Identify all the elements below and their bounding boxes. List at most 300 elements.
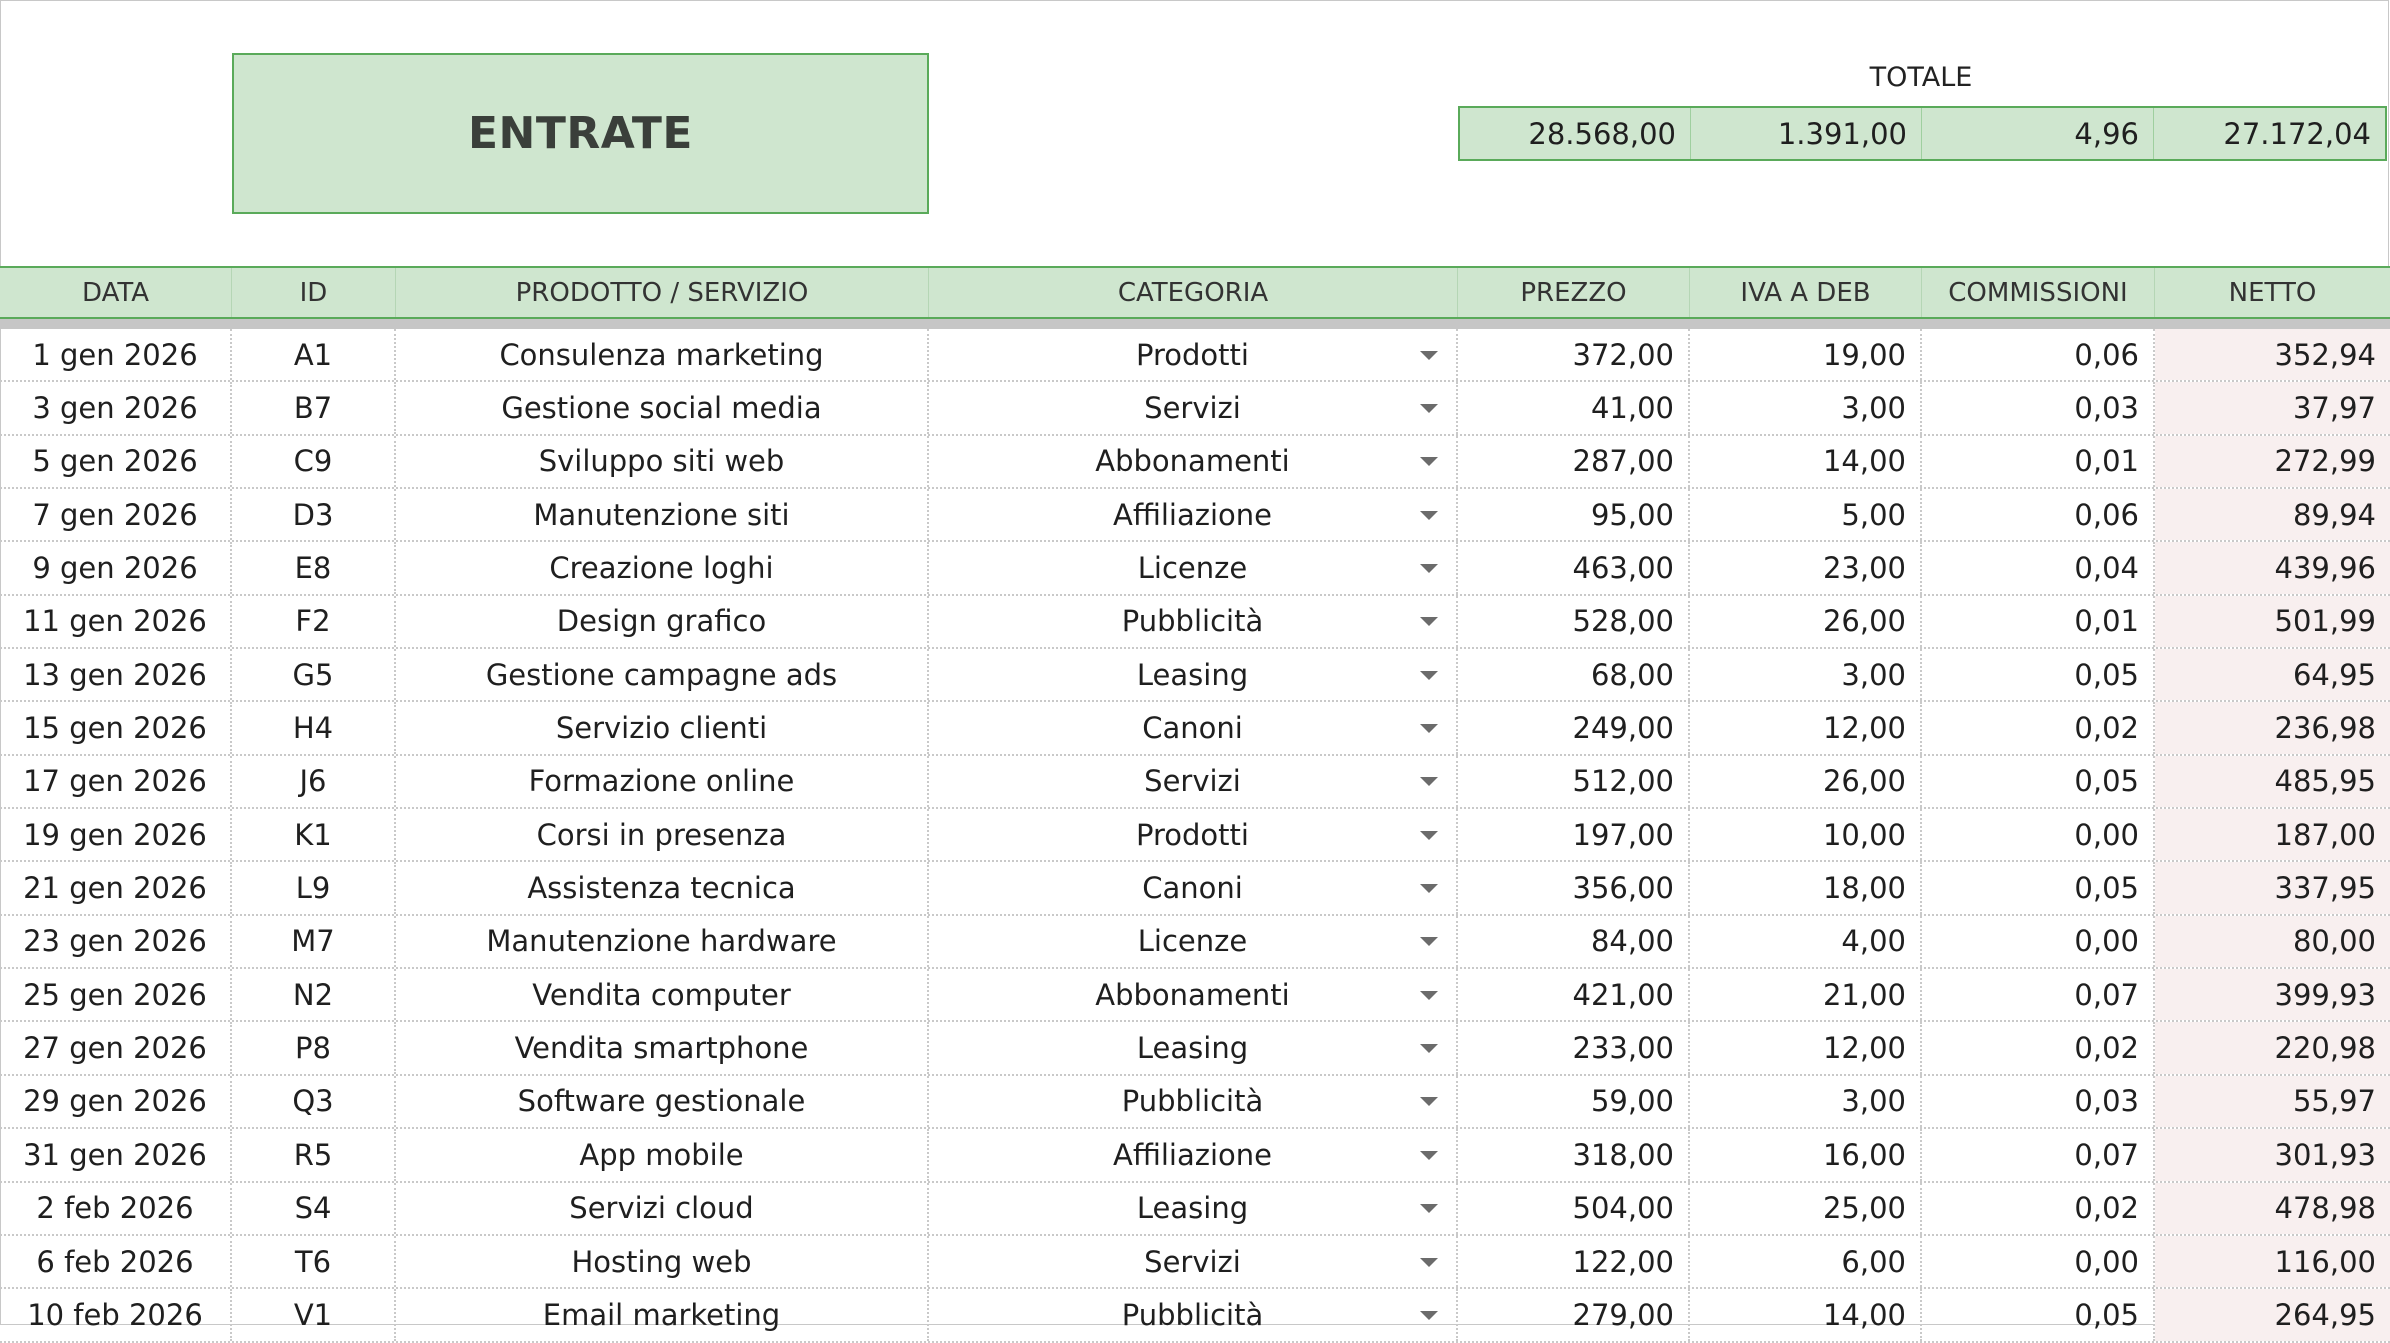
cell-netto[interactable] [2155,862,2390,913]
header-id[interactable]: ID [232,268,396,317]
cell-netto[interactable] [2155,809,2390,860]
cell-prezzo-text: 287,00 [1572,444,1674,479]
dropdown-arrow-icon[interactable] [1420,564,1438,573]
cell-id-text: V1 [293,1297,333,1332]
cell-commissioni-text: 0,07 [2074,977,2139,1012]
cell-prodotto-text: Consulenza marketing [499,337,824,372]
dropdown-arrow-icon[interactable] [1420,511,1438,520]
dropdown-arrow-icon[interactable] [1420,1044,1438,1053]
cell-categoria[interactable] [929,1022,1458,1073]
cell-commissioni-text: 0,05 [2074,657,2139,692]
cell-netto[interactable] [2155,382,2390,433]
cell-netto[interactable] [2155,969,2390,1020]
cell-commissioni-text: 0,04 [2074,551,2139,586]
cell-commissioni-text: 0,03 [2074,391,2139,426]
cell-categoria[interactable] [929,809,1458,860]
cell-prodotto-text: Creazione loghi [549,551,774,586]
cell-categoria-text: Servizi [1144,391,1241,426]
cell-id[interactable] [232,1076,396,1127]
cell-prodotto[interactable] [396,862,929,913]
cell-categoria[interactable] [929,702,1458,753]
cell-categoria[interactable] [929,329,1458,380]
cell-categoria[interactable] [929,1076,1458,1127]
cell-id-text: B7 [293,391,333,426]
table-row [0,489,2390,542]
cell-netto-text: 352,94 [2274,337,2376,372]
cell-data-text: 9 gen 2026 [32,551,198,586]
cell-commissioni-text: 0,01 [2074,604,2139,639]
cell-data[interactable] [0,756,232,807]
cell-prezzo-text: 463,00 [1572,551,1674,586]
cell-id[interactable] [232,596,396,647]
cell-prezzo[interactable] [1458,702,1690,753]
dropdown-arrow-icon[interactable] [1420,1097,1438,1106]
cell-prodotto[interactable] [396,1183,929,1234]
cell-prodotto[interactable] [396,809,929,860]
cell-categoria[interactable] [929,542,1458,593]
cell-iva[interactable] [1690,756,1922,807]
cell-prodotto[interactable] [396,1022,929,1073]
table-row [0,649,2390,702]
cell-data[interactable] [0,382,232,433]
cell-prezzo-text: 41,00 [1590,391,1674,426]
dropdown-arrow-icon[interactable] [1420,1151,1438,1160]
dropdown-arrow-icon[interactable] [1420,671,1438,680]
cell-data-text: 23 gen 2026 [23,924,207,959]
cell-data-text: 6 feb 2026 [36,1244,194,1279]
table-row [0,1183,2390,1236]
cell-commissioni-text: 0,01 [2074,444,2139,479]
cell-prezzo[interactable] [1458,862,1690,913]
cell-data[interactable] [0,862,232,913]
cell-data-text: 7 gen 2026 [32,497,198,532]
cell-iva[interactable] [1690,702,1922,753]
table-row [0,542,2390,595]
cell-id[interactable] [232,969,396,1020]
cell-data[interactable] [0,1022,232,1073]
cell-prezzo[interactable] [1458,436,1690,487]
cell-commissioni[interactable] [1922,1129,2155,1180]
cell-netto-text: 89,94 [2292,497,2376,532]
cell-prodotto[interactable] [396,649,929,700]
cell-prezzo-text: 421,00 [1572,977,1674,1012]
cell-data-text: 21 gen 2026 [23,871,207,906]
cell-id[interactable] [232,542,396,593]
cell-prodotto-text: Formazione online [528,764,795,799]
cell-netto[interactable] [2155,1022,2390,1073]
cell-netto[interactable] [2155,1289,2390,1340]
cell-commissioni[interactable] [1922,542,2155,593]
cell-netto[interactable] [2155,1076,2390,1127]
total-prezzo[interactable]: 28.568,00 [1460,108,1691,159]
cell-id-text: A1 [293,337,333,372]
cell-commissioni-text: 0,03 [2074,1084,2139,1119]
cell-netto[interactable] [2155,756,2390,807]
cell-prezzo[interactable] [1458,969,1690,1020]
cell-netto-text: 37,97 [2292,391,2376,426]
cell-netto[interactable] [2155,1236,2390,1287]
cell-netto-text: 272,99 [2274,444,2376,479]
cell-data-text: 17 gen 2026 [23,764,207,799]
cell-data[interactable] [0,489,232,540]
dropdown-arrow-icon[interactable] [1420,351,1438,360]
dropdown-arrow-icon[interactable] [1420,1258,1438,1267]
cell-commissioni[interactable] [1922,489,2155,540]
cell-id[interactable] [232,702,396,753]
cell-netto[interactable] [2155,649,2390,700]
cell-iva-text: 26,00 [1822,764,1906,799]
cell-id[interactable] [232,489,396,540]
cell-commissioni[interactable] [1922,756,2155,807]
header-commissioni[interactable]: COMMISSIONI [1922,268,2155,317]
cell-prodotto[interactable] [396,702,929,753]
cell-netto[interactable] [2155,489,2390,540]
cell-netto-text: 220,98 [2274,1031,2376,1066]
cell-id-text: L9 [295,871,331,906]
cell-iva-text: 21,00 [1822,977,1906,1012]
cell-data-text: 13 gen 2026 [23,657,207,692]
cell-id[interactable] [232,1183,396,1234]
cell-iva[interactable] [1690,596,1922,647]
cell-netto-text: 501,99 [2274,604,2376,639]
cell-prezzo[interactable] [1458,1076,1690,1127]
cell-commissioni[interactable] [1922,969,2155,1020]
cell-id[interactable] [232,649,396,700]
cell-data[interactable] [0,436,232,487]
cell-prodotto-text: Email marketing [542,1297,781,1332]
cell-prezzo-text: 233,00 [1572,1031,1674,1066]
cell-prezzo[interactable] [1458,1129,1690,1180]
cell-prezzo-text: 318,00 [1572,1137,1674,1172]
cell-categoria-text: Licenze [1137,551,1248,586]
cell-prezzo[interactable] [1458,649,1690,700]
dropdown-arrow-icon[interactable] [1420,457,1438,466]
cell-categoria[interactable] [929,969,1458,1020]
cell-prodotto[interactable] [396,596,929,647]
cell-netto[interactable] [2155,1129,2390,1180]
cell-data[interactable] [0,969,232,1020]
cell-netto-text: 478,98 [2274,1191,2376,1226]
cell-netto[interactable] [2155,596,2390,647]
cell-data-text: 31 gen 2026 [23,1137,207,1172]
cell-iva[interactable] [1690,1129,1922,1180]
cell-id[interactable] [232,436,396,487]
cell-netto-text: 236,98 [2274,711,2376,746]
cell-commissioni[interactable] [1922,596,2155,647]
cell-commissioni-text: 0,00 [2074,1244,2139,1279]
cell-categoria[interactable] [929,1236,1458,1287]
cell-categoria[interactable] [929,436,1458,487]
cell-categoria[interactable] [929,1289,1458,1340]
cell-data[interactable] [0,1129,232,1180]
cell-categoria-text: Pubblicità [1121,604,1264,639]
frozen-row-divider [0,319,2390,329]
cell-data-text: 5 gen 2026 [32,444,198,479]
cell-categoria-text: Abbonamenti [1095,977,1290,1012]
cell-netto[interactable] [2155,329,2390,380]
cell-iva[interactable] [1690,649,1922,700]
cell-commissioni[interactable] [1922,436,2155,487]
cell-iva[interactable] [1690,1236,1922,1287]
cell-id-text: S4 [294,1191,332,1226]
cell-id-text: R5 [293,1137,333,1172]
column-header-row [0,266,2390,319]
dropdown-arrow-icon[interactable] [1420,617,1438,626]
cell-data-text: 29 gen 2026 [23,1084,207,1119]
cell-id-text: K1 [294,817,332,852]
table-row [0,1076,2390,1129]
cell-prodotto-text: Manutenzione siti [533,497,790,532]
cell-data[interactable] [0,649,232,700]
cell-prodotto-text: Vendita smartphone [514,1031,809,1066]
cell-categoria[interactable] [929,862,1458,913]
cell-netto[interactable] [2155,1183,2390,1234]
cell-id-text: F2 [295,604,331,639]
cell-data[interactable] [0,596,232,647]
cell-id-text: N2 [292,977,334,1012]
cell-categoria[interactable] [929,756,1458,807]
cell-id-text: G5 [292,657,334,692]
cell-id[interactable] [232,862,396,913]
cell-categoria[interactable] [929,489,1458,540]
cell-data[interactable] [0,702,232,753]
dropdown-arrow-icon[interactable] [1420,724,1438,733]
table-row [0,916,2390,969]
totale-label: TOTALE [1869,62,1973,93]
cell-categoria-text: Prodotti [1136,337,1249,372]
cell-categoria-text: Licenze [1137,924,1248,959]
cell-prezzo-text: 84,00 [1590,924,1674,959]
cell-commissioni-text: 0,02 [2074,1191,2139,1226]
cell-iva-text: 14,00 [1822,1297,1906,1332]
cell-prezzo[interactable] [1458,489,1690,540]
cell-iva-text: 4,00 [1841,924,1906,959]
cell-id[interactable] [232,1236,396,1287]
cell-iva[interactable] [1690,969,1922,1020]
cell-categoria-text: Canoni [1142,711,1243,746]
cell-iva-text: 12,00 [1822,711,1906,746]
cell-prezzo[interactable] [1458,382,1690,433]
cell-prodotto[interactable] [396,1236,929,1287]
cell-categoria-text: Leasing [1136,1031,1249,1066]
cell-prodotto[interactable] [396,436,929,487]
cell-prodotto[interactable] [396,916,929,967]
cell-categoria[interactable] [929,382,1458,433]
cell-data[interactable] [0,916,232,967]
data-table [0,329,2390,1343]
table-row [0,862,2390,915]
cell-commissioni-text: 0,06 [2074,497,2139,532]
cell-iva[interactable] [1690,436,1922,487]
cell-iva[interactable] [1690,916,1922,967]
cell-prodotto-text: Assistenza tecnica [527,871,796,906]
cell-prodotto[interactable] [396,969,929,1020]
cell-netto-text: 264,95 [2274,1297,2376,1332]
cell-data[interactable] [0,1076,232,1127]
cell-categoria-text: Servizi [1144,764,1241,799]
cell-commissioni[interactable] [1922,1289,2155,1340]
cell-netto[interactable] [2155,542,2390,593]
cell-prezzo[interactable] [1458,916,1690,967]
dropdown-arrow-icon[interactable] [1420,991,1438,1000]
cell-prezzo[interactable] [1458,809,1690,860]
cell-commissioni-text: 0,00 [2074,817,2139,852]
cell-categoria-text: Leasing [1136,1191,1249,1226]
cell-categoria-text: Affiliazione [1112,1137,1272,1172]
cell-id-text: E8 [294,551,332,586]
cell-prodotto-text: Corsi in presenza [536,817,787,852]
cell-prodotto[interactable] [396,542,929,593]
cell-data-text: 10 feb 2026 [27,1297,203,1332]
cell-prodotto-text: App mobile [579,1137,744,1172]
cell-prodotto[interactable] [396,382,929,433]
cell-data[interactable] [0,542,232,593]
cell-iva[interactable] [1690,1076,1922,1127]
cell-iva[interactable] [1690,1183,1922,1234]
cell-commissioni[interactable] [1922,702,2155,753]
cell-prezzo[interactable] [1458,1236,1690,1287]
cell-netto[interactable] [2155,702,2390,753]
cell-id[interactable] [232,1289,396,1340]
cell-prodotto[interactable] [396,1129,929,1180]
cell-categoria[interactable] [929,1129,1458,1180]
cell-prodotto[interactable] [396,1289,929,1340]
cell-commissioni[interactable] [1922,916,2155,967]
header-iva[interactable]: IVA A DEB [1690,268,1922,317]
cell-id[interactable] [232,1022,396,1073]
dropdown-arrow-icon[interactable] [1420,884,1438,893]
cell-prodotto[interactable] [396,756,929,807]
cell-categoria[interactable] [929,596,1458,647]
dropdown-arrow-icon[interactable] [1420,831,1438,840]
cell-netto-text: 55,97 [2292,1084,2376,1119]
cell-iva-text: 6,00 [1841,1244,1906,1279]
cell-prodotto[interactable] [396,1076,929,1127]
cell-categoria[interactable] [929,916,1458,967]
cell-commissioni-text: 0,05 [2074,871,2139,906]
cell-prezzo[interactable] [1458,1289,1690,1340]
dropdown-arrow-icon[interactable] [1420,937,1438,946]
dropdown-arrow-icon[interactable] [1420,777,1438,786]
cell-commissioni-text: 0,05 [2074,1297,2139,1332]
cell-categoria-text: Canoni [1142,871,1243,906]
cell-commissioni[interactable] [1922,1022,2155,1073]
table-row [0,702,2390,755]
cell-prezzo-text: 504,00 [1572,1191,1674,1226]
cell-prezzo[interactable] [1458,329,1690,380]
cell-id-text: T6 [294,1244,332,1279]
cell-iva[interactable] [1690,862,1922,913]
dropdown-arrow-icon[interactable] [1420,404,1438,413]
cell-categoria-text: Pubblicità [1121,1084,1264,1119]
cell-categoria[interactable] [929,649,1458,700]
cell-id[interactable] [232,809,396,860]
cell-iva-text: 23,00 [1822,551,1906,586]
cell-commissioni[interactable] [1922,809,2155,860]
cell-commissioni[interactable] [1922,382,2155,433]
cell-id-text: P8 [295,1031,331,1066]
header-categoria[interactable]: CATEGORIA [929,268,1458,317]
sheet-title: ENTRATE [232,53,929,214]
cell-id-text: J6 [299,764,327,799]
cell-categoria[interactable] [929,1183,1458,1234]
dropdown-arrow-icon[interactable] [1420,1204,1438,1213]
cell-id[interactable] [232,756,396,807]
cell-iva[interactable] [1690,489,1922,540]
cell-iva[interactable] [1690,809,1922,860]
cell-data[interactable] [0,1289,232,1340]
cell-prezzo[interactable] [1458,1183,1690,1234]
cell-id[interactable] [232,916,396,967]
cell-prezzo[interactable] [1458,1022,1690,1073]
cell-id[interactable] [232,1129,396,1180]
cell-commissioni[interactable] [1922,1183,2155,1234]
header-data[interactable]: DATA [0,268,232,317]
table-row [0,1236,2390,1289]
cell-data[interactable] [0,1183,232,1234]
cell-prezzo[interactable] [1458,756,1690,807]
cell-netto-text: 64,95 [2292,657,2376,692]
cell-prodotto[interactable] [396,329,929,380]
cell-prodotto[interactable] [396,489,929,540]
cell-iva[interactable] [1690,542,1922,593]
cell-commissioni[interactable] [1922,1076,2155,1127]
header-netto[interactable]: NETTO [2228,277,2317,308]
cell-commissioni[interactable] [1922,329,2155,380]
dropdown-arrow-icon[interactable] [1420,1311,1438,1320]
cell-iva[interactable] [1690,1022,1922,1073]
cell-netto-text: 80,00 [2292,924,2376,959]
cell-iva-text: 3,00 [1841,391,1906,426]
cell-id[interactable] [232,382,396,433]
total-netto[interactable]: 27.172,04 [2223,116,2371,151]
cell-data[interactable] [0,1236,232,1287]
cell-id[interactable] [232,329,396,380]
cell-commissioni-text: 0,06 [2074,337,2139,372]
cell-iva-text: 3,00 [1841,1084,1906,1119]
cell-data[interactable] [0,329,232,380]
cell-commissioni[interactable] [1922,1236,2155,1287]
cell-data[interactable] [0,809,232,860]
cell-id-text: M7 [291,924,335,959]
cell-prezzo-text: 68,00 [1590,657,1674,692]
cell-netto-text: 337,95 [2274,871,2376,906]
cell-prodotto-text: Sviluppo siti web [538,444,785,479]
cell-iva[interactable] [1690,1289,1922,1340]
cell-prezzo-text: 356,00 [1572,871,1674,906]
cell-data-text: 19 gen 2026 [23,817,207,852]
cell-netto[interactable] [2155,916,2390,967]
cell-commissioni-text: 0,02 [2074,1031,2139,1066]
cell-commissioni[interactable] [1922,862,2155,913]
table-row [0,329,2390,382]
cell-data-text: 25 gen 2026 [23,977,207,1012]
total-iva[interactable]: 1.391,00 [1691,108,1922,159]
header-prezzo[interactable]: PREZZO [1458,268,1690,317]
cell-iva[interactable] [1690,329,1922,380]
cell-netto-text: 187,00 [2274,817,2376,852]
cell-prezzo[interactable] [1458,596,1690,647]
cell-netto[interactable] [2155,436,2390,487]
cell-iva-text: 10,00 [1822,817,1906,852]
cell-netto-text: 116,00 [2274,1244,2376,1279]
cell-commissioni[interactable] [1922,649,2155,700]
total-commissioni[interactable]: 4,96 [1922,108,2154,159]
cell-data-text: 1 gen 2026 [32,337,198,372]
cell-iva[interactable] [1690,382,1922,433]
header-prodotto[interactable]: PRODOTTO / SERVIZIO [396,268,929,317]
cell-prezzo[interactable] [1458,542,1690,593]
